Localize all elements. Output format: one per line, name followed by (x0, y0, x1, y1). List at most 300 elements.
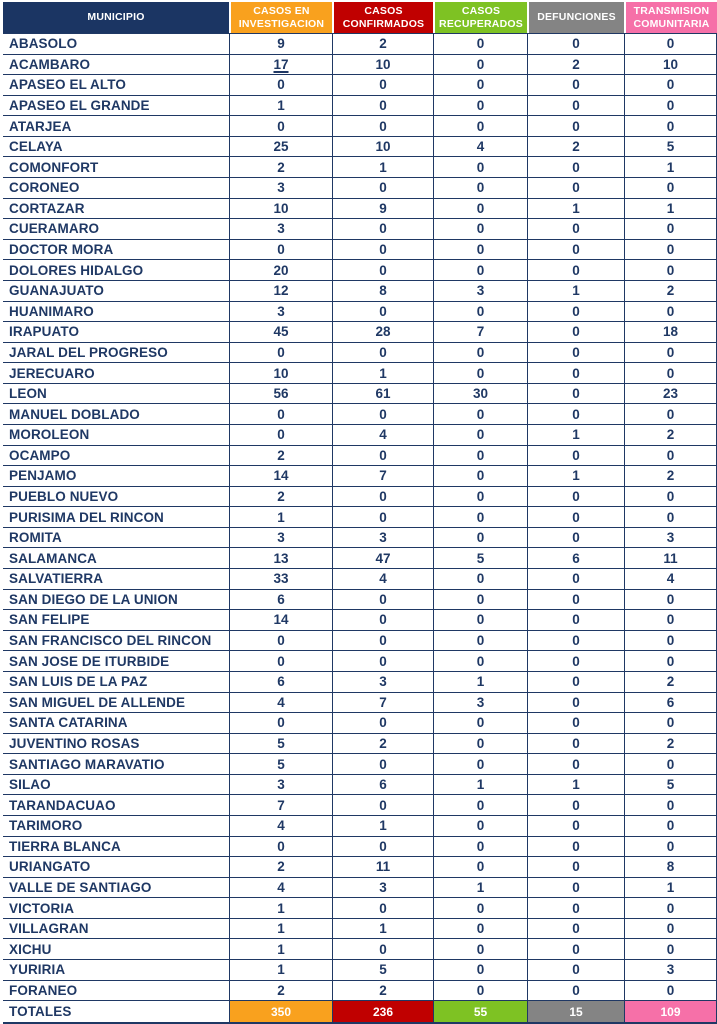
municipio-name: MOROLEON (9, 427, 90, 443)
casos-en-investigacion-value: 1 (229, 96, 332, 116)
casos-confirmados-value: 0 (332, 75, 433, 95)
defunciones-value: 0 (527, 75, 624, 95)
casos-confirmados-value: 0 (332, 96, 433, 116)
municipio-name: YURIRIA (9, 962, 66, 978)
table-row (3, 960, 717, 981)
municipio-name: VALLE DE SANTIAGO (9, 879, 152, 895)
casos-recuperados-value: 7 (433, 322, 527, 342)
defunciones-value: 1 (527, 775, 624, 795)
casos-confirmados-value: 47 (332, 548, 433, 568)
casos-recuperados-value: 0 (433, 55, 527, 75)
table-row (3, 260, 717, 281)
defunciones-value: 2 (527, 55, 624, 75)
casos-recuperados-value: 0 (433, 734, 527, 754)
casos-confirmados-value: 0 (332, 116, 433, 136)
transmision-comunitaria-value: 8 (624, 857, 717, 877)
casos-en-investigacion-value: 3 (229, 178, 332, 198)
municipio-name: SALAMANCA (9, 550, 97, 566)
table-header (3, 2, 717, 34)
transmision-comunitaria-value: 0 (624, 343, 717, 363)
defunciones-value: 0 (527, 857, 624, 877)
casos-confirmados-value: 61 (332, 384, 433, 404)
table-row (3, 240, 717, 261)
header-casos-recuperados: CASOS RECUPERADOS (433, 2, 527, 33)
municipio-name: COMONFORT (9, 159, 99, 175)
defunciones-value: 0 (527, 754, 624, 774)
defunciones-value: 0 (527, 898, 624, 918)
municipio-name: FORANEO (9, 982, 78, 998)
casos-en-investigacion-value: 2 (229, 157, 332, 177)
transmision-comunitaria-value: 0 (624, 590, 717, 610)
municipio-name: TARIMORO (9, 818, 83, 834)
municipio-name: SAN JOSE DE ITURBIDE (9, 653, 170, 669)
casos-recuperados-value: 0 (433, 919, 527, 939)
casos-confirmados-value: 8 (332, 281, 433, 301)
municipio-name: URIANGATO (9, 859, 91, 875)
defunciones-value: 0 (527, 34, 624, 54)
table-row (3, 795, 717, 816)
casos-en-investigacion-value: 0 (229, 404, 332, 424)
casos-confirmados-value: 1 (332, 157, 433, 177)
casos-confirmados-value: 0 (332, 590, 433, 610)
casos-en-investigacion-value: 14 (229, 610, 332, 630)
transmision-comunitaria-value: 0 (624, 178, 717, 198)
table-row (3, 281, 717, 302)
table-row (3, 178, 717, 199)
casos-recuperados-value: 30 (433, 384, 527, 404)
casos-recuperados-value: 1 (433, 878, 527, 898)
header-casos-confirmados: CASOS CONFIRMADOS (332, 2, 433, 33)
table-row (3, 734, 717, 755)
table-row (3, 569, 717, 590)
totals-row (3, 1001, 717, 1024)
casos-confirmados-value: 1 (332, 816, 433, 836)
defunciones-value: 0 (527, 157, 624, 177)
casos-recuperados-value: 1 (433, 775, 527, 795)
casos-recuperados-value: 0 (433, 651, 527, 671)
casos-en-investigacion-value: 6 (229, 672, 332, 692)
table-row (3, 672, 717, 693)
casos-en-investigacion-value: 9 (229, 34, 332, 54)
defunciones-value: 0 (527, 672, 624, 692)
casos-confirmados-value: 6 (332, 775, 433, 795)
defunciones-value: 0 (527, 981, 624, 1001)
table-row (3, 34, 717, 55)
casos-confirmados-value: 0 (332, 507, 433, 527)
table-row (3, 631, 717, 652)
casos-confirmados-value: 7 (332, 466, 433, 486)
casos-en-investigacion-value: 1 (229, 507, 332, 527)
casos-recuperados-value: 0 (433, 569, 527, 589)
casos-confirmados-value: 0 (332, 631, 433, 651)
municipio-name: SAN DIEGO DE LA UNION (9, 591, 178, 607)
municipio-name: APASEO EL ALTO (9, 77, 126, 93)
table-row (3, 507, 717, 528)
table-row (3, 404, 717, 425)
casos-recuperados-value: 0 (433, 713, 527, 733)
defunciones-value: 1 (527, 281, 624, 301)
municipio-name: PENJAMO (9, 468, 77, 484)
table-row (3, 219, 717, 240)
casos-confirmados-value: 0 (332, 302, 433, 322)
casos-confirmados-value: 0 (332, 651, 433, 671)
casos-en-investigacion-value: 25 (229, 137, 332, 157)
defunciones-value: 0 (527, 816, 624, 836)
casos-recuperados-value: 0 (433, 590, 527, 610)
transmision-comunitaria-value: 0 (624, 816, 717, 836)
municipio-name: VICTORIA (9, 900, 75, 916)
municipio-name: SAN LUIS DE LA PAZ (9, 674, 148, 690)
casos-en-investigacion-value: 10 (229, 199, 332, 219)
casos-en-investigacion-value: 1 (229, 898, 332, 918)
municipio-name: JARAL DEL PROGRESO (9, 344, 168, 360)
transmision-comunitaria-value: 0 (624, 302, 717, 322)
casos-recuperados-value: 0 (433, 96, 527, 116)
defunciones-value: 1 (527, 425, 624, 445)
municipio-name: SANTA CATARINA (9, 715, 128, 731)
casos-confirmados-value: 0 (332, 343, 433, 363)
transmision-comunitaria-value: 2 (624, 281, 717, 301)
municipio-name: CUERAMARO (9, 221, 100, 237)
defunciones-value: 0 (527, 837, 624, 857)
casos-recuperados-value: 0 (433, 425, 527, 445)
transmision-comunitaria-value: 0 (624, 610, 717, 630)
casos-confirmados-value: 0 (332, 754, 433, 774)
casos-confirmados-value: 2 (332, 734, 433, 754)
defunciones-value: 1 (527, 466, 624, 486)
defunciones-value: 0 (527, 651, 624, 671)
transmision-comunitaria-value: 0 (624, 898, 717, 918)
municipio-name: CORONEO (9, 180, 80, 196)
casos-recuperados-value: 1 (433, 672, 527, 692)
defunciones-value: 0 (527, 528, 624, 548)
casos-confirmados-value: 0 (332, 178, 433, 198)
casos-confirmados-value: 28 (332, 322, 433, 342)
table-row (3, 75, 717, 96)
casos-confirmados-value: 4 (332, 569, 433, 589)
transmision-comunitaria-value: 0 (624, 363, 717, 383)
casos-en-investigacion-value: 33 (229, 569, 332, 589)
transmision-comunitaria-value: 1 (624, 157, 717, 177)
transmision-comunitaria-value: 2 (624, 672, 717, 692)
defunciones-value: 0 (527, 384, 624, 404)
municipio-name: ABASOLO (9, 36, 78, 52)
casos-confirmados-value: 4 (332, 425, 433, 445)
casos-en-investigacion-value: 56 (229, 384, 332, 404)
casos-recuperados-value: 0 (433, 75, 527, 95)
municipio-name: DOLORES HIDALGO (9, 262, 144, 278)
casos-en-investigacion-value: 3 (229, 528, 332, 548)
table-row (3, 55, 717, 76)
defunciones-value: 0 (527, 713, 624, 733)
municipio-name: OCAMPO (9, 447, 71, 463)
casos-recuperados-value: 0 (433, 157, 527, 177)
defunciones-value: 0 (527, 260, 624, 280)
transmision-comunitaria-value: 0 (624, 507, 717, 527)
defunciones-value: 0 (527, 219, 624, 239)
table-row (3, 322, 717, 343)
transmision-comunitaria-value: 5 (624, 137, 717, 157)
casos-confirmados-value: 0 (332, 713, 433, 733)
casos-en-investigacion-value: 5 (229, 734, 332, 754)
municipio-name: TARANDACUAO (9, 797, 116, 813)
casos-confirmados-value: 0 (332, 795, 433, 815)
defunciones-value: 0 (527, 116, 624, 136)
casos-confirmados-value: 7 (332, 693, 433, 713)
casos-recuperados-value: 0 (433, 528, 527, 548)
casos-en-investigacion-value: 2 (229, 446, 332, 466)
header-casos-en-investigacion: CASOS EN INVESTIGACION (229, 2, 332, 33)
casos-confirmados-value: 2 (332, 34, 433, 54)
casos-en-investigacion-value: 1 (229, 919, 332, 939)
municipio-name: SANTIAGO MARAVATIO (9, 756, 165, 772)
transmision-comunitaria-value: 18 (624, 322, 717, 342)
transmision-comunitaria-value: 3 (624, 528, 717, 548)
table-row (3, 837, 717, 858)
municipio-name: APASEO EL GRANDE (9, 98, 150, 114)
casos-recuperados-value: 0 (433, 466, 527, 486)
casos-en-investigacion-value: 17 (229, 55, 332, 75)
casos-en-investigacion-value: 20 (229, 260, 332, 280)
totals-casos-recuperados-value: 55 (433, 1001, 527, 1022)
casos-confirmados-value: 0 (332, 898, 433, 918)
table-row (3, 857, 717, 878)
table-row (3, 939, 717, 960)
casos-en-investigacion-value: 2 (229, 487, 332, 507)
header-municipio: MUNICIPIO (3, 2, 229, 33)
municipio-name: VILLAGRAN (9, 921, 89, 937)
casos-confirmados-value: 5 (332, 960, 433, 980)
transmision-comunitaria-value: 2 (624, 425, 717, 445)
casos-confirmados-value: 0 (332, 487, 433, 507)
casos-en-investigacion-value: 0 (229, 651, 332, 671)
casos-en-investigacion-value: 14 (229, 466, 332, 486)
casos-confirmados-value: 0 (332, 939, 433, 959)
casos-en-investigacion-value: 3 (229, 219, 332, 239)
table-row (3, 816, 717, 837)
defunciones-value: 0 (527, 446, 624, 466)
transmision-comunitaria-value: 11 (624, 548, 717, 568)
municipio-name: SILAO (9, 777, 51, 793)
defunciones-value: 0 (527, 590, 624, 610)
casos-en-investigacion-value: 3 (229, 302, 332, 322)
casos-recuperados-value: 0 (433, 816, 527, 836)
transmision-comunitaria-value: 2 (624, 466, 717, 486)
casos-recuperados-value: 0 (433, 116, 527, 136)
transmision-comunitaria-value: 0 (624, 96, 717, 116)
casos-recuperados-value: 0 (433, 857, 527, 877)
municipio-name: SALVATIERRA (9, 571, 104, 587)
transmision-comunitaria-value: 2 (624, 734, 717, 754)
table-row (3, 466, 717, 487)
transmision-comunitaria-value: 0 (624, 34, 717, 54)
defunciones-value: 0 (527, 178, 624, 198)
transmision-comunitaria-value: 23 (624, 384, 717, 404)
transmision-comunitaria-value: 6 (624, 693, 717, 713)
municipio-name: CELAYA (9, 139, 63, 155)
casos-confirmados-value: 0 (332, 219, 433, 239)
header-defunciones: DEFUNCIONES (527, 2, 624, 33)
transmision-comunitaria-value: 1 (624, 878, 717, 898)
transmision-comunitaria-value: 4 (624, 569, 717, 589)
table-row (3, 96, 717, 117)
table-row (3, 898, 717, 919)
transmision-comunitaria-value: 0 (624, 919, 717, 939)
transmision-comunitaria-value: 0 (624, 260, 717, 280)
casos-en-investigacion-value: 0 (229, 116, 332, 136)
transmision-comunitaria-value: 0 (624, 219, 717, 239)
municipio-name: MANUEL DOBLADO (9, 406, 140, 422)
table-row (3, 302, 717, 323)
transmision-comunitaria-value: 5 (624, 775, 717, 795)
municipio-name: HUANIMARO (9, 303, 94, 319)
totals-transmision-comunitaria-value: 109 (624, 1001, 717, 1022)
table-row (3, 384, 717, 405)
casos-confirmados-value: 0 (332, 260, 433, 280)
casos-recuperados-value: 0 (433, 754, 527, 774)
casos-en-investigacion-value: 13 (229, 548, 332, 568)
casos-recuperados-value: 0 (433, 199, 527, 219)
table-body (3, 34, 717, 1001)
casos-recuperados-value: 0 (433, 260, 527, 280)
casos-confirmados-value: 1 (332, 919, 433, 939)
transmision-comunitaria-value: 0 (624, 981, 717, 1001)
totals-casos-confirmados-value: 236 (332, 1001, 433, 1022)
casos-confirmados-value: 2 (332, 981, 433, 1001)
table-row (3, 548, 717, 569)
casos-confirmados-value: 0 (332, 837, 433, 857)
casos-recuperados-value: 0 (433, 795, 527, 815)
transmision-comunitaria-value: 0 (624, 404, 717, 424)
defunciones-value: 0 (527, 693, 624, 713)
casos-confirmados-value: 1 (332, 363, 433, 383)
defunciones-value: 0 (527, 302, 624, 322)
casos-en-investigacion-value: 1 (229, 939, 332, 959)
municipio-name: SAN FRANCISCO DEL RINCON (9, 633, 212, 649)
casos-recuperados-value: 0 (433, 363, 527, 383)
casos-recuperados-value: 3 (433, 693, 527, 713)
casos-en-investigacion-value: 5 (229, 754, 332, 774)
municipio-name: DOCTOR MORA (9, 242, 114, 258)
defunciones-value: 6 (527, 548, 624, 568)
municipio-name: ACAMBARO (9, 56, 91, 72)
casos-en-investigacion-value: 2 (229, 857, 332, 877)
casos-recuperados-value: 0 (433, 939, 527, 959)
transmision-comunitaria-value: 0 (624, 75, 717, 95)
table-row (3, 878, 717, 899)
casos-recuperados-value: 0 (433, 898, 527, 918)
municipio-name: JERECUARO (9, 365, 95, 381)
casos-recuperados-value: 0 (433, 178, 527, 198)
casos-en-investigacion-value: 1 (229, 960, 332, 980)
defunciones-value: 0 (527, 734, 624, 754)
municipio-name: ATARJEA (9, 118, 72, 134)
defunciones-value: 2 (527, 137, 624, 157)
casos-en-investigacion-value: 4 (229, 693, 332, 713)
casos-recuperados-value: 0 (433, 631, 527, 651)
municipio-name: TIERRA BLANCA (9, 838, 121, 854)
table-row (3, 199, 717, 220)
transmision-comunitaria-value: 1 (624, 199, 717, 219)
table-row (3, 981, 717, 1002)
defunciones-value: 0 (527, 507, 624, 527)
totals-label: TOTALES (9, 1004, 72, 1019)
defunciones-value: 0 (527, 610, 624, 630)
transmision-comunitaria-value: 0 (624, 754, 717, 774)
casos-confirmados-value: 0 (332, 446, 433, 466)
casos-recuperados-value: 0 (433, 507, 527, 527)
casos-recuperados-value: 0 (433, 487, 527, 507)
transmision-comunitaria-value: 0 (624, 651, 717, 671)
transmision-comunitaria-value: 0 (624, 713, 717, 733)
casos-confirmados-value: 3 (332, 672, 433, 692)
casos-en-investigacion-value: 4 (229, 878, 332, 898)
table-row (3, 343, 717, 364)
casos-en-investigacion-value: 12 (229, 281, 332, 301)
transmision-comunitaria-value: 0 (624, 795, 717, 815)
table-row (3, 363, 717, 384)
casos-confirmados-value: 11 (332, 857, 433, 877)
defunciones-value: 1 (527, 199, 624, 219)
municipio-name: CORTAZAR (9, 200, 85, 216)
municipio-name: LEON (9, 386, 47, 402)
municipio-name: IRAPUATO (9, 324, 80, 340)
casos-recuperados-value: 0 (433, 34, 527, 54)
totals-defunciones-value: 15 (527, 1001, 624, 1022)
defunciones-value: 0 (527, 795, 624, 815)
casos-recuperados-value: 0 (433, 343, 527, 363)
transmision-comunitaria-value: 0 (624, 487, 717, 507)
transmision-comunitaria-value: 0 (624, 631, 717, 651)
table-row (3, 528, 717, 549)
transmision-comunitaria-value: 0 (624, 116, 717, 136)
totals-casos-en-investigacion-value: 350 (229, 1001, 332, 1022)
casos-recuperados-value: 0 (433, 610, 527, 630)
casos-en-investigacion-value: 3 (229, 775, 332, 795)
casos-en-investigacion-value: 0 (229, 631, 332, 651)
casos-en-investigacion-value: 7 (229, 795, 332, 815)
table-row (3, 157, 717, 178)
table-row (3, 487, 717, 508)
defunciones-value: 0 (527, 96, 624, 116)
casos-en-investigacion-value: 0 (229, 75, 332, 95)
casos-en-investigacion-value: 2 (229, 981, 332, 1001)
defunciones-value: 0 (527, 487, 624, 507)
casos-recuperados-value: 0 (433, 240, 527, 260)
casos-confirmados-value: 0 (332, 610, 433, 630)
casos-confirmados-value: 3 (332, 528, 433, 548)
defunciones-value: 0 (527, 878, 624, 898)
casos-en-investigacion-value: 0 (229, 425, 332, 445)
municipio-name: PURISIMA DEL RINCON (9, 509, 164, 525)
defunciones-value: 0 (527, 363, 624, 383)
table-row (3, 919, 717, 940)
municipio-name: XICHU (9, 941, 52, 957)
casos-en-investigacion-value: 45 (229, 322, 332, 342)
casos-confirmados-value: 3 (332, 878, 433, 898)
defunciones-value: 0 (527, 343, 624, 363)
casos-confirmados-value: 9 (332, 199, 433, 219)
table-row (3, 425, 717, 446)
casos-en-investigacion-value: 4 (229, 816, 332, 836)
municipio-name: SAN MIGUEL DE ALLENDE (9, 694, 186, 710)
casos-recuperados-value: 5 (433, 548, 527, 568)
transmision-comunitaria-value: 0 (624, 240, 717, 260)
casos-en-investigacion-value: 0 (229, 713, 332, 733)
transmision-comunitaria-value: 10 (624, 55, 717, 75)
defunciones-value: 0 (527, 404, 624, 424)
municipio-name: ROMITA (9, 530, 62, 546)
